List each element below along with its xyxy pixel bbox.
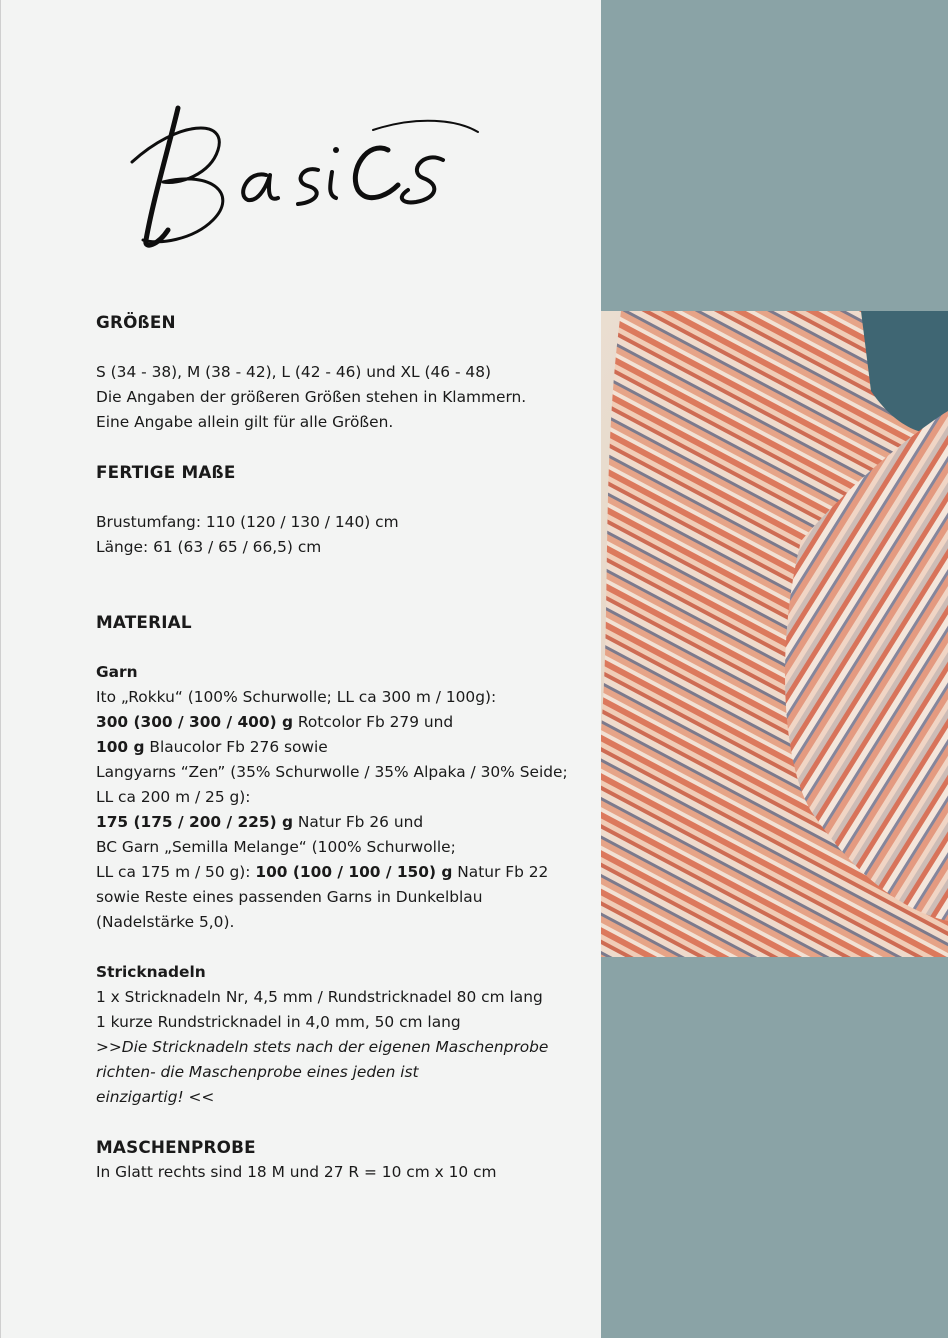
yarn-color: Rotcolor Fb 279 und <box>292 713 454 731</box>
yarn-line: sowie Reste eines passenden Garns in Dunkelblau <box>96 888 483 906</box>
yarn-line: Ito „Rokku“ (100% Schurwolle; LL ca 300 m / 100g): <box>96 688 497 706</box>
needles-note-line <box>96 1085 586 1110</box>
material-heading: MATERIAL <box>96 612 192 632</box>
yarn-subheading: Garn <box>96 663 138 681</box>
measurements-line: Brustumfang: 110 (120 / 130 / 140) cm <box>96 513 399 531</box>
gauge-heading: MASCHENPROBE <box>96 1137 256 1157</box>
needles-note-line: richten- die Maschenprobe eines jeden ist <box>96 1063 419 1081</box>
yarn-color: Natur Fb 26 und <box>292 813 424 831</box>
needles-line: 1 x Stricknadeln Nr, 4,5 mm / Rundstricknadel 80 cm lang <box>96 988 543 1006</box>
sizes-line: Eine Angabe allein gilt für alle Größen. <box>96 413 394 431</box>
measurements-heading: FERTIGE MAßE <box>96 462 236 482</box>
yarn-amount: 300 (300 / 300 / 400) g <box>96 713 293 731</box>
yarn-line: LL ca 200 m / 25 g): <box>96 788 251 806</box>
yarn-line <box>96 860 586 885</box>
sizes-heading: GRÖßEN <box>96 312 176 332</box>
yarn-amount: 100 g <box>96 738 145 756</box>
yarn-amount: 175 (175 / 200 / 225) g <box>96 813 293 831</box>
yarn-amount: 100 (100 / 100 / 150) g <box>255 863 453 881</box>
needles-note-text: Die Stricknadeln stets nach der eigenen Maschenprobe <box>121 1038 549 1056</box>
gauge-line: In Glatt rechts sind 18 M und 27 R = 10 cm x 10 cm <box>96 1163 497 1181</box>
script-title-graphic <box>118 90 498 260</box>
page-title <box>118 90 498 260</box>
yarn-line <box>96 710 586 735</box>
needles-subheading: Stricknadeln <box>96 963 206 981</box>
yarn-color: Natur Fb 22 <box>452 863 549 881</box>
yarn-line: BC Garn „Semilla Melange“ (100% Schurwolle; <box>96 838 456 856</box>
yarn-line <box>96 735 586 760</box>
needles-line: 1 kurze Rundstricknadel in 4,0 mm, 50 cm lang <box>96 1013 461 1031</box>
yarn-line: Langyarns “Zen” (35% Schurwolle / 35% Alpaka / 30% Seide; <box>96 763 568 781</box>
measurements-line: Länge: 61 (63 / 65 / 66,5) cm <box>96 538 322 556</box>
yarn-length: LL ca 175 m / 50 g): <box>96 863 256 881</box>
content-column <box>96 310 586 1185</box>
needles-note-prefix: >> <box>96 1038 122 1056</box>
sizes-line: S (34 - 38), M (38 - 42), L (42 - 46) und XL (46 - 48) <box>96 363 492 381</box>
needles-note-line <box>96 1035 586 1060</box>
yarn-color: Blaucolor Fb 276 sowie <box>144 738 328 756</box>
yarn-line <box>96 810 586 835</box>
yarn-line: (Nadelstärke 5,0). <box>96 913 235 931</box>
page-border <box>0 0 1 1338</box>
needles-note-text: einzigartig! <box>96 1088 184 1106</box>
knitted-sweater-photo <box>601 311 948 957</box>
needles-note-suffix: << <box>183 1088 215 1106</box>
sizes-line: Die Angaben der größeren Größen stehen in Klammern. <box>96 388 527 406</box>
